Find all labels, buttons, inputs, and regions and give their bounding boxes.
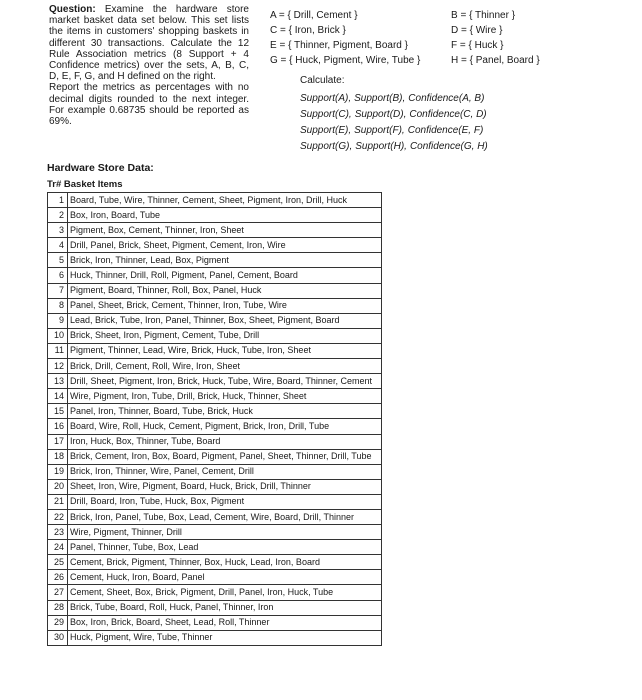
transaction-id: 12 [48,359,68,374]
table-row [48,283,382,298]
basket-items: Lead, Brick, Tube, Iron, Panel, Thinner, Box, Sheet, Pigment, Board [68,313,382,328]
column-header-items: Basket Items [63,179,123,190]
basket-items: Brick, Iron, Panel, Tube, Box, Lead, Cement, Wire, Board, Drill, Thinner [68,509,382,524]
table-row [48,434,382,449]
basket-items: Iron, Huck, Box, Thinner, Tube, Board [68,434,382,449]
question-note: Report the metrics as percentages with no decimal digits rounded to the next integer. For example 0.68735 should be reported as 69%. [49,82,249,128]
transaction-id: 5 [48,253,68,268]
table-row [48,494,382,509]
table-row [48,374,382,389]
basket-items: Box, Iron, Board, Tube [68,208,382,223]
table-row [48,313,382,328]
transaction-id: 15 [48,404,68,419]
basket-items: Panel, Thinner, Tube, Box, Lead [68,540,382,555]
table-row [48,630,382,645]
basket-items: Cement, Brick, Pigment, Thinner, Box, Huck, Lead, Iron, Board [68,555,382,570]
transaction-id: 27 [48,585,68,600]
transaction-id: 30 [48,630,68,645]
transaction-id: 23 [48,525,68,540]
basket-items: Brick, Tube, Board, Roll, Huck, Panel, Thinner, Iron [68,600,382,615]
set-g: G = { Huck, Pigment, Wire, Tube } [270,55,421,66]
metric-label: Support(A), [300,93,352,104]
question-body: Examine the hardware store market basket data set below. This set lists the items in customers' shopping baskets in different 30 transactions. Calculate the 12 Rule Association metrics (8 Support + 4 Confidence metrics) over the sets, A, B, C, D, E, F, G, and H defined on the right. [49,4,249,83]
basket-items: Brick, Drill, Cement, Roll, Wire, Iron, Sheet [68,359,382,374]
transaction-id: 22 [48,509,68,524]
metric-label: Support(B), [354,93,406,104]
table-row [48,328,382,343]
transaction-id: 20 [48,479,68,494]
basket-items: Box, Iron, Brick, Board, Sheet, Lead, Roll, Thinner [68,615,382,630]
table-row [48,585,382,600]
basket-items: Board, Tube, Wire, Thinner, Cement, Sheet, Pigment, Iron, Drill, Huck [68,193,382,208]
table-row [48,359,382,374]
calculate-row [300,139,491,155]
basket-items: Brick, Iron, Thinner, Lead, Box, Pigment [68,253,382,268]
metric-label: Support(E), [300,125,352,136]
calculate-title: Calculate: [300,75,345,86]
transaction-id: 9 [48,313,68,328]
transaction-id: 1 [48,193,68,208]
set-e: E = { Thinner, Pigment, Board } [270,40,408,51]
basket-items: Board, Wire, Roll, Huck, Cement, Pigment, Brick, Iron, Drill, Tube [68,419,382,434]
basket-items: Huck, Pigment, Wire, Tube, Thinner [68,630,382,645]
basket-items: Pigment, Thinner, Lead, Wire, Brick, Huck, Tube, Iron, Sheet [68,343,382,358]
metric-label: Confidence(A, B) [408,93,485,104]
transaction-id: 28 [48,600,68,615]
calculate-section [300,74,491,155]
metric-label: Support(D), [354,109,407,120]
transaction-id: 13 [48,374,68,389]
metric-label: Confidence(G, H) [409,141,488,152]
transaction-id: 19 [48,464,68,479]
set-b: B = { Thinner } [451,10,516,21]
basket-items: Cement, Huck, Iron, Board, Panel [68,570,382,585]
table-row [48,555,382,570]
table-row [48,404,382,419]
table-row [48,208,382,223]
transaction-id: 21 [48,494,68,509]
table-row [48,419,382,434]
data-title: Hardware Store Data: [47,162,154,174]
set-h: H = { Panel, Board } [451,55,540,66]
basket-items: Pigment, Box, Cement, Thinner, Iron, Sheet [68,223,382,238]
transaction-id: 29 [48,615,68,630]
table-row [48,479,382,494]
set-f: F = { Huck } [451,40,504,51]
table-row [48,509,382,524]
transaction-id: 24 [48,540,68,555]
metric-label: Support(G), [300,141,353,152]
metric-label: Confidence(E, F) [407,125,484,136]
transactions-table [47,192,382,646]
basket-items: Wire, Pigment, Thinner, Drill [68,525,382,540]
transaction-id: 26 [48,570,68,585]
set-d: D = { Wire } [451,25,503,36]
transaction-id: 6 [48,268,68,283]
basket-items: Drill, Board, Iron, Tube, Huck, Box, Pigment [68,494,382,509]
transaction-id: 10 [48,328,68,343]
calculate-row [300,107,491,123]
table-row [48,525,382,540]
basket-items: Brick, Iron, Thinner, Wire, Panel, Cement, Drill [68,464,382,479]
table-row [48,389,382,404]
transaction-id: 4 [48,238,68,253]
table-header [47,179,123,190]
transaction-id: 18 [48,449,68,464]
table-row [48,223,382,238]
table-row [48,464,382,479]
calculate-list [300,91,491,155]
metric-label: Support(C), [300,109,352,120]
metric-label: Confidence(C, D) [409,109,487,120]
calculate-row [300,91,491,107]
basket-items: Brick, Cement, Iron, Box, Board, Pigment, Panel, Sheet, Thinner, Drill, Tube [68,449,382,464]
metric-label: Support(F), [354,125,405,136]
table-row [48,540,382,555]
transaction-id: 16 [48,419,68,434]
basket-items: Sheet, Iron, Wire, Pigment, Board, Huck, Brick, Drill, Thinner [68,479,382,494]
table-row [48,238,382,253]
basket-items: Drill, Sheet, Pigment, Iron, Brick, Huck, Tube, Wire, Board, Thinner, Cement [68,374,382,389]
question-text [49,4,249,127]
basket-items: Panel, Sheet, Brick, Cement, Thinner, Iron, Tube, Wire [68,298,382,313]
basket-items: Brick, Sheet, Iron, Pigment, Cement, Tube, Drill [68,328,382,343]
basket-items: Wire, Pigment, Iron, Tube, Drill, Brick, Huck, Thinner, Sheet [68,389,382,404]
basket-items: Huck, Thinner, Drill, Roll, Pigment, Panel, Cement, Board [68,268,382,283]
transaction-id: 7 [48,283,68,298]
table-row [48,193,382,208]
table-row [48,600,382,615]
table-row [48,298,382,313]
basket-items: Drill, Panel, Brick, Sheet, Pigment, Cement, Iron, Wire [68,238,382,253]
calculate-row [300,123,491,139]
table-row [48,570,382,585]
set-definitions-right [451,8,540,68]
basket-items: Cement, Sheet, Box, Brick, Pigment, Drill, Panel, Iron, Huck, Tube [68,585,382,600]
table-row [48,615,382,630]
question-label: Question: [49,4,96,15]
transaction-id: 25 [48,555,68,570]
metric-label: Support(H), [355,141,407,152]
transaction-id: 11 [48,343,68,358]
transaction-id: 17 [48,434,68,449]
set-a: A = { Drill, Cement } [270,10,358,21]
transaction-id: 3 [48,223,68,238]
table-row [48,268,382,283]
column-header-tr: Tr# [47,179,62,190]
set-definitions-left [270,8,420,68]
basket-items: Panel, Iron, Thinner, Board, Tube, Brick, Huck [68,404,382,419]
basket-items: Pigment, Board, Thinner, Roll, Box, Panel, Huck [68,283,382,298]
set-c: C = { Iron, Brick } [270,25,346,36]
transaction-id: 8 [48,298,68,313]
transaction-id: 2 [48,208,68,223]
table-row [48,253,382,268]
table-row [48,449,382,464]
table-row [48,343,382,358]
transaction-id: 14 [48,389,68,404]
